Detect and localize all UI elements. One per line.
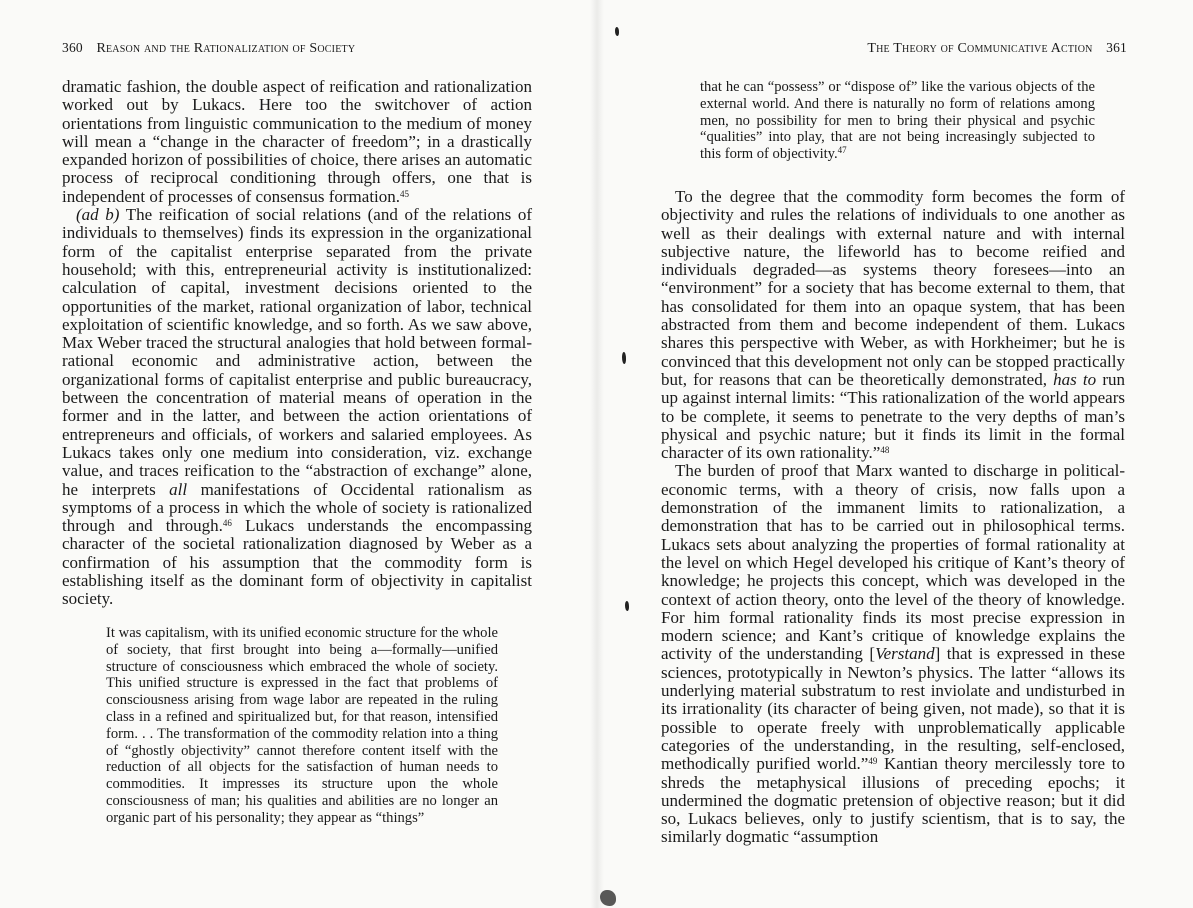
note-ref-49: 49 bbox=[868, 756, 878, 767]
note-ref-46: 46 bbox=[222, 518, 232, 529]
left-body-text bbox=[62, 78, 532, 609]
right-page bbox=[597, 0, 1193, 908]
left-page bbox=[0, 0, 596, 908]
right-running-head bbox=[867, 40, 1127, 57]
right-running-head-title: The Theory of Communicative Action bbox=[867, 41, 1093, 56]
right-block-quote: that he can “possess” or “dispose of” like the various objects of the external world. And there is naturally no form of relations among men, no possibility for men to bring their physical and psychic “qualities” into play, that are not being increasingly subjected to this form of objectivity.$^{47}$ bbox=[700, 79, 1095, 163]
right-page-number: 361 bbox=[1106, 40, 1127, 55]
scan-speck bbox=[615, 27, 619, 36]
left-page-number: 360 bbox=[62, 40, 83, 55]
left-running-head bbox=[62, 40, 355, 57]
note-ref-48: 48 bbox=[880, 445, 890, 456]
left-paragraph-1: dramatic fashion, the double aspect of reification and rationalization worked out by Lukacs. Here too the switchover of action orientations from linguistic communication to the medium of money will mean a “change in the character of freedom”; in a drastically expanded horizon of possibilities of choice, there arises an automatic process of reciprocal conditioning through offers, one that is independent of processes of consensus formation.$^{45}$ bbox=[62, 77, 532, 206]
note-ref-45: 45 bbox=[400, 188, 410, 199]
right-paragraph-1: To the degree that the commodity form becomes the form of objectivity and rules the relations of individuals to one another as well as their dealings with external nature and with internal subjective nature, the lifeworld has to become reified and individuals degraded—as systems theory foresees—into an “environment” for a society that has become external to them, that has consolidated for them into an opaque system, that has been abstracted from them and become independent of them. Lukacs shares this perspective with Weber, as with Horkheimer; but he is convinced that this development not only can be stopped practically but, for reasons that can be theoretically demonstrated, has to run up against internal limits: “This rationalization of the world appears to be complete, it seems to penetrate to the very depths of man’s physical and psychic nature; but it finds its limit in the formal character of its own rationality.”$^{48}$ bbox=[661, 187, 1125, 463]
scan-speck bbox=[622, 352, 626, 364]
left-running-head-title: Reason and the Rationalization of Society bbox=[96, 41, 356, 56]
ad-b-label: (ad b) bbox=[76, 205, 120, 225]
right-body-text bbox=[661, 188, 1125, 847]
scan-speck bbox=[600, 890, 616, 906]
right-paragraph-2: The burden of proof that Marx wanted to discharge in political-economic terms, with a theory of crisis, now falls upon a demonstration of the immanent limits to rationalization, a demonstration that has to be carried out in philosophical terms. Lukacs sets about analyzing the properties of formal rationality at the level on which Hegel developed his critique of Kant’s theory of knowledge; he projects this concept, which was developed in the context of action theory, onto the level of the theory of knowledge. For him formal rationality finds its most precise expression in modern science; and Kant’s critique of knowledge explains the activity of the understanding [Verstand] that is expressed in these sciences, prototypically in Newton’s physics. The latter “allows its underlying material substratum to rest inviolate and undisturbed in its irrationality (its character of being given, not made), so that it is possible to operate freely with unproblematically applicable categories of the understanding, in the resulting, self-enclosed, methodically purified world.”$^{49}$ Kantian theory mercilessly tore to shreds the metaphysical illusions of preceding epochs; it undermined the dogmatic pretension of objective reason; but it did so, Lukacs believes, only to justify scientism, that is to say, the similarly dogmatic “assumption bbox=[661, 461, 1125, 847]
scan-speck bbox=[625, 601, 629, 611]
left-paragraph-2: (ad b) The reification of social relations (and of the relations of individuals to themselves) finds its expression in the organizational form of the capitalist enterprise separated from the private household; with this, entrepreneurial activity is institutionalized: calculation of capital, investment decisions oriented to the opportunities of the market, rational organization of labor, technical exploitation of scientific knowledge, and so forth. As we saw above, Max Weber traced the structural analogies that hold between formal-rational economic and administrative action, between the organizational forms of capitalist enterprise and public bureaucracy, between the concentration of material means of operation in the former and in the latter, and between the action orientations of entrepreneurs and officials, of workers and salaried employees. As Lukacs takes only one medium into consideration, viz. exchange value, and traces reification to the “abstraction of exchange” alone, he interprets all manifestations of Occidental rationalism as symptoms of a process in which the whole of society is rationalized through and through.$^{46}$ Lukacs understands the encompassing character of the societal rationalization diagnosed by Weber as a confirmation of his assumption that the commodity form is establishing itself as the dominant form of objectivity in capitalist society. bbox=[62, 205, 533, 609]
left-block-quote: It was capitalism, with its unified economic structure for the whole of society, that first brought into being a—formally—unified structure of consciousness which embraced the whole of society. This unified structure is expressed in the fact that problems of consciousness arising from wage labor are repeated in the ruling class in a refined and spiritualized but, for that reason, intensified form. . . The transformation of the commodity relation into a thing of “ghostly objectivity” cannot therefore content itself with the reduction of all objects for the satisfaction of human needs to commodities. It impresses its structure upon the whole consciousness of man; his qualities and abilities are no longer an organic part of his personality; they appear as “things” bbox=[106, 625, 498, 826]
note-ref-47: 47 bbox=[837, 145, 847, 156]
